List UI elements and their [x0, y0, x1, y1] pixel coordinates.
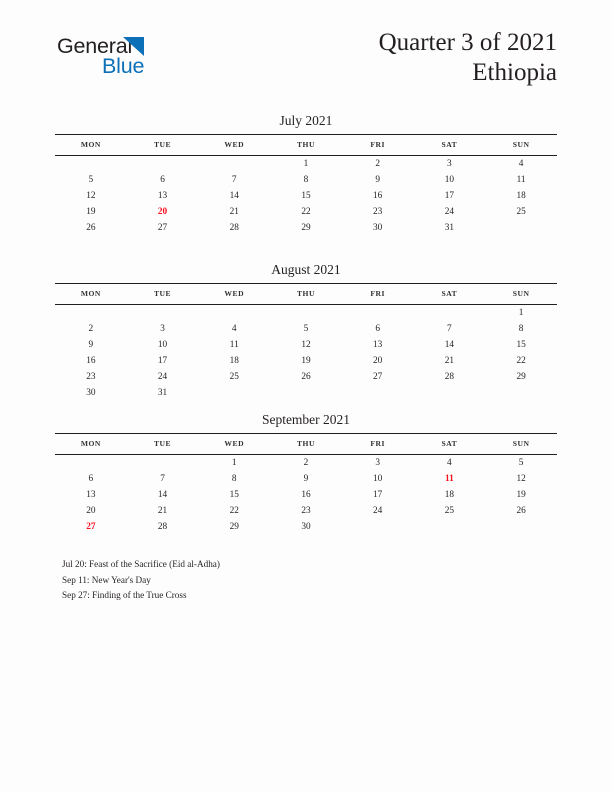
calendar-day[interactable]: 17: [373, 490, 383, 500]
calendar-day[interactable]: 5: [518, 458, 524, 468]
calendar-day[interactable]: 19: [86, 207, 96, 217]
calendar-day[interactable]: 12: [86, 191, 96, 201]
calendar-table: [55, 433, 557, 535]
calendar-day[interactable]: 20: [86, 506, 96, 516]
calendar-day[interactable]: 16: [86, 356, 96, 366]
calendar-day[interactable]: 3: [447, 159, 452, 169]
calendar-day[interactable]: 18: [229, 356, 239, 366]
calendar-day[interactable]: 18: [516, 191, 526, 201]
calendar-day[interactable]: 6: [375, 324, 380, 334]
month-block-august: [55, 261, 557, 401]
calendar-day[interactable]: 8: [231, 474, 237, 484]
calendar-day[interactable]: 29: [301, 223, 311, 233]
calendar-day[interactable]: 14: [229, 191, 239, 201]
calendar-day[interactable]: 1: [231, 458, 237, 468]
weekday-fri: FRI: [342, 284, 414, 305]
calendar-day[interactable]: 27: [157, 223, 168, 233]
calendar-day[interactable]: 22: [516, 356, 526, 366]
calendar-day[interactable]: 31: [444, 223, 455, 233]
calendar-day[interactable]: 7: [447, 324, 452, 334]
calendar-day[interactable]: 22: [229, 506, 239, 516]
calendar-day[interactable]: 23: [373, 207, 383, 217]
calendar-day[interactable]: 13: [86, 490, 96, 500]
calendar-day[interactable]: 30: [373, 223, 383, 233]
holiday-note: Sep 11: New Year's Day: [62, 574, 151, 585]
calendar-day[interactable]: 18: [444, 490, 455, 500]
calendar-day[interactable]: 6: [88, 474, 94, 484]
weekday-sun: SUN: [485, 284, 557, 305]
holiday-notes-list: [62, 557, 542, 604]
calendar-day[interactable]: 30: [86, 388, 96, 398]
weekday-header-row: [55, 135, 557, 156]
calendar-body: [55, 455, 557, 536]
calendar-day[interactable]: 4: [447, 458, 452, 468]
weekday-sat: SAT: [414, 284, 486, 305]
calendar-day-empty: [342, 519, 414, 535]
calendar-day-empty: [198, 305, 270, 322]
calendar-day-empty: [127, 305, 199, 322]
weekday-wed: WED: [198, 434, 270, 455]
weekday-tue: TUE: [127, 135, 199, 156]
calendar-day-empty: [270, 385, 342, 401]
weekday-mon: MON: [55, 434, 127, 455]
calendar-day[interactable]: 9: [303, 474, 309, 484]
month-title: September 2021: [261, 412, 351, 427]
calendar-day[interactable]: 25: [229, 372, 239, 382]
calendar-day[interactable]: 22: [301, 207, 311, 217]
calendar-day-empty: [55, 455, 127, 472]
weekday-sun: SUN: [485, 434, 557, 455]
calendar-day-empty: [414, 385, 486, 401]
calendar-day-empty: [342, 385, 414, 401]
calendar-day[interactable]: 27: [373, 372, 383, 382]
calendar-day[interactable]: 13: [157, 191, 168, 201]
weekday-fri: FRI: [342, 135, 414, 156]
calendar-day[interactable]: 17: [444, 191, 455, 201]
calendar-day[interactable]: 25: [516, 207, 526, 217]
logo-text-blue: Blue: [102, 54, 145, 78]
calendar-day[interactable]: 5: [303, 324, 309, 334]
calendar-day-empty: [485, 385, 557, 401]
weekday-wed: WED: [198, 135, 270, 156]
calendar-day[interactable]: 21: [157, 506, 168, 516]
calendar-day-empty: [55, 305, 127, 322]
calendar-day[interactable]: 15: [301, 191, 311, 201]
calendar-day[interactable]: 23: [301, 506, 311, 516]
calendar-day[interactable]: 26: [301, 372, 311, 382]
calendar-week-row: [55, 519, 557, 535]
calendar-day[interactable]: 26: [516, 506, 526, 516]
weekday-header-row: [55, 434, 557, 455]
calendar-week-row: [55, 220, 557, 236]
calendar-day[interactable]: 7: [160, 474, 165, 484]
calendar-day[interactable]: 28: [444, 372, 455, 382]
logo-text-general: General: [57, 34, 133, 58]
weekday-mon: MON: [55, 135, 127, 156]
calendar-week-row: [55, 337, 557, 353]
calendar-day[interactable]: 15: [516, 340, 526, 350]
month-block-july: [55, 112, 557, 236]
calendar-table: [55, 283, 557, 401]
calendar-table: [55, 134, 557, 236]
calendar-day[interactable]: 25: [444, 506, 455, 516]
calendar-week-row: [55, 503, 557, 519]
title-quarter-year: Quarter 3 of 2021: [378, 29, 557, 56]
calendar-week-row: [55, 188, 557, 204]
calendar-day-empty: [198, 385, 270, 401]
calendar-day[interactable]: 10: [444, 175, 455, 185]
calendar-day-empty: [342, 305, 414, 322]
calendar-day[interactable]: 2: [303, 458, 309, 468]
calendar-week-row: [55, 204, 557, 220]
calendar-day[interactable]: 16: [301, 490, 311, 500]
calendar-day[interactable]: 20: [373, 356, 383, 366]
month-title: August 2021: [271, 262, 341, 277]
weekday-thu: THU: [270, 284, 342, 305]
calendar-day[interactable]: 2: [88, 324, 94, 334]
calendar-day-empty: [55, 156, 127, 173]
title-country: Ethiopia: [472, 59, 557, 86]
calendar-day[interactable]: 6: [160, 175, 165, 185]
calendar-day[interactable]: 10: [373, 474, 383, 484]
weekday-sat: SAT: [414, 434, 486, 455]
calendar-day[interactable]: 23: [86, 372, 96, 382]
calendar-day-empty: [127, 455, 199, 472]
weekday-sat: SAT: [414, 135, 486, 156]
calendar-week-row: [55, 455, 557, 472]
weekday-tue: TUE: [127, 284, 199, 305]
calendar-day-empty: [485, 519, 557, 535]
calendar-day[interactable]: 15: [229, 490, 239, 500]
month-title: July 2021: [279, 113, 333, 128]
general-blue-logo[interactable]: [57, 36, 237, 86]
weekday-mon: MON: [55, 284, 127, 305]
calendar-body: [55, 305, 557, 402]
calendar-day-holiday[interactable]: 20: [157, 207, 168, 217]
calendar-day[interactable]: 12: [516, 474, 526, 484]
calendar-day[interactable]: 1: [303, 159, 309, 169]
weekday-header-row: [55, 284, 557, 305]
calendar-day[interactable]: 31: [157, 388, 168, 398]
calendar-day[interactable]: 8: [303, 175, 309, 185]
calendar-day[interactable]: 9: [375, 175, 380, 185]
calendar-day[interactable]: 9: [88, 340, 94, 350]
calendar-day[interactable]: 11: [229, 340, 239, 350]
calendar-day-empty: [127, 156, 199, 173]
calendar-day[interactable]: 10: [157, 340, 168, 350]
calendar-day[interactable]: 3: [375, 458, 380, 468]
page-header: [0, 0, 612, 110]
calendar-day[interactable]: 19: [516, 490, 526, 500]
calendar-day[interactable]: 4: [518, 159, 524, 169]
calendar-day[interactable]: 5: [88, 175, 94, 185]
calendar-day[interactable]: 24: [157, 372, 168, 382]
calendar-day-empty: [198, 156, 270, 173]
holiday-note: Jul 20: Feast of the Sacrifice (Eid al-Adha): [62, 559, 220, 569]
calendar-day[interactable]: 21: [444, 356, 455, 366]
weekday-sun: SUN: [485, 135, 557, 156]
weekday-thu: THU: [270, 434, 342, 455]
calendar-day[interactable]: 4: [231, 324, 237, 334]
calendar-week-row: [55, 172, 557, 188]
weekday-wed: WED: [198, 284, 270, 305]
calendar-day[interactable]: 21: [229, 207, 239, 217]
weekday-thu: THU: [270, 135, 342, 156]
holiday-note: Sep 27: Finding of the True Cross: [62, 590, 187, 600]
calendar-day-holiday[interactable]: 27: [86, 522, 96, 532]
page-title: [379, 28, 557, 88]
calendar-day[interactable]: 24: [373, 506, 383, 516]
calendar-day[interactable]: 26: [86, 223, 96, 233]
calendar-week-row: [55, 321, 557, 337]
calendar-day[interactable]: 16: [373, 191, 383, 201]
calendar-day[interactable]: 11: [516, 175, 526, 185]
calendar-day[interactable]: 30: [301, 522, 311, 532]
calendar-week-row: [55, 369, 557, 385]
calendar-week-row: [55, 471, 557, 487]
calendar-week-row: [55, 305, 557, 322]
weekday-tue: TUE: [127, 434, 199, 455]
calendar-day[interactable]: 19: [301, 356, 311, 366]
calendar-week-row: [55, 156, 557, 173]
calendar-day[interactable]: 13: [373, 340, 383, 350]
calendar-day[interactable]: 7: [231, 175, 237, 185]
calendar-day-empty: [414, 305, 486, 322]
calendar-day[interactable]: 3: [160, 324, 165, 334]
calendar-day[interactable]: 29: [516, 372, 526, 382]
calendar-day[interactable]: 29: [229, 522, 239, 532]
month-block-september: [55, 411, 557, 535]
calendar-day[interactable]: 1: [518, 308, 524, 318]
calendar-week-row: [55, 385, 557, 401]
calendar-day[interactable]: 28: [157, 522, 168, 532]
calendar-week-row: [55, 487, 557, 503]
calendar-day-empty: [414, 519, 486, 535]
calendar-day-holiday[interactable]: 11: [444, 474, 454, 484]
calendar-week-row: [55, 353, 557, 369]
calendar-day[interactable]: 2: [375, 159, 380, 169]
calendar-day[interactable]: 24: [444, 207, 455, 217]
calendar-day[interactable]: 14: [157, 490, 168, 500]
calendar-day-empty: [270, 305, 342, 322]
calendar-day[interactable]: 8: [518, 324, 524, 334]
calendar-day[interactable]: 17: [157, 356, 168, 366]
calendar-body: [55, 156, 557, 237]
calendar-day[interactable]: 28: [229, 223, 239, 233]
weekday-fri: FRI: [342, 434, 414, 455]
calendar-day-empty: [485, 220, 557, 236]
calendar-day[interactable]: 12: [301, 340, 311, 350]
calendar-day[interactable]: 14: [444, 340, 455, 350]
